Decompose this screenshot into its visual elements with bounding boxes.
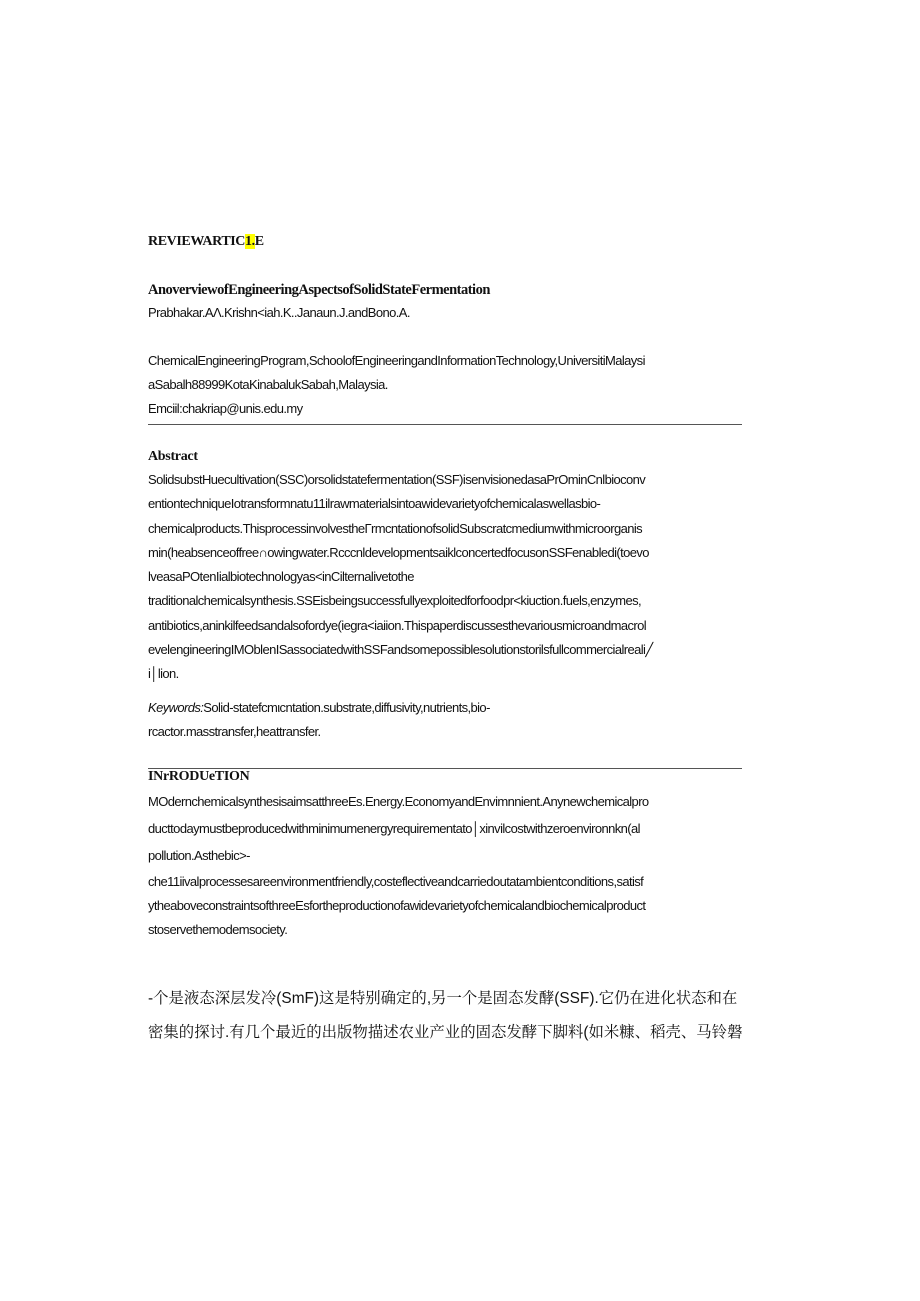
abstract-line: min(heabsenceoffree∩owingwater.RcccnldevelopmentsaiklconcertedfocusonSSFenabledi(toevo bbox=[148, 544, 649, 560]
keywords-text: rcactor.masstransfer,heattransfer. bbox=[148, 724, 321, 739]
keywords-block bbox=[148, 696, 490, 744]
article-type-suffix: E bbox=[254, 234, 264, 249]
article-type-label bbox=[148, 234, 264, 250]
affiliation-line: aSabalh88999KotaKinabalukSabah,Malaysia. bbox=[148, 377, 388, 392]
cjk-paragraph bbox=[148, 982, 746, 1050]
introduction-body bbox=[148, 789, 649, 942]
intro-line: pollution.Asthebic>- bbox=[148, 848, 250, 863]
abstract-line: antibiotics,aninkilfeedsandalsofordye(iegra<iaiion.Thispaperdiscussesthevariousmicroandmacrol bbox=[148, 617, 647, 633]
intro-line: MOdernchemicalsynthesisaimsatthreeEs.Energy.EconomyandEnvimnnient.Anynewchemicalpro bbox=[148, 794, 649, 809]
intro-line: stoservethemodemsociety. bbox=[148, 922, 288, 937]
affiliation-block bbox=[148, 349, 645, 421]
abstract-line: i│lion. bbox=[148, 666, 179, 682]
intro-line: che11iivalprocessesareenvironmentfriendly,costeflectiveandcarriedoutatambientconditions,satisf bbox=[148, 874, 644, 889]
intro-line: ytheaboveconstraintsofthreeEsfortheproductionofawidevarietyofchemicalandbiochemicalproduct bbox=[148, 898, 646, 913]
article-type-highlight: 1. bbox=[245, 234, 255, 249]
author-list: Prabhakar.AΛ.Krishn<iah.K..Janaun.J.andBono.A. bbox=[148, 305, 410, 320]
divider bbox=[148, 424, 742, 425]
intro-line: ducttodaymustbeproducedwithminimumenergyrequirementato│xinvilcostwithzeroenvironnkn(al bbox=[148, 821, 640, 836]
paper-title: AnoverviewofEngineeringAspectsofSolidStateFermentation bbox=[148, 282, 490, 298]
keywords-label: Keywords: bbox=[148, 700, 204, 715]
abstract-line: entiontechniqueIotransformnatu11ilrawmaterialsintoawidevarietyofchemicalaswellasbio- bbox=[148, 496, 601, 512]
abstract-body bbox=[148, 468, 653, 687]
abstract-line: chemicalproducts.ThisprocessinvolvestheΓrmcntationofsolidSubscratcmediumwithmicroorganis bbox=[148, 520, 643, 536]
abstract-line: evelengineeringIMOblenISassociatedwithSSFandsomepossiblesolutionstorilsfullcommercialreali╱ bbox=[148, 642, 653, 658]
email-line: Emciil:chakriap@unis.edu.my bbox=[148, 401, 303, 416]
abstract-line: traditionalchemicalsynthesis.SSEisbeingsuccessfullyexploitedforfoodpr<kiuction.fuels,enzymes, bbox=[148, 593, 642, 609]
cjk-line: -个是液态深层发冷(SmF)这是特别确定的,另一个是固态发酵(SSF).它仍在进化状态和在 bbox=[148, 990, 738, 1007]
affiliation-line: ChemicalEngineeringProgram,SchoolofEngineeringandInformationTechnology,UniversitiMalaysi bbox=[148, 353, 645, 368]
introduction-heading: INrRODUeTION bbox=[148, 769, 250, 784]
abstract-line: SolidsubstHuecultivation(SSC)orsolidstatefermentation(SSF)isenvisionedasaPrOminCnlbioconv bbox=[148, 472, 646, 487]
abstract-heading: Abstract bbox=[148, 449, 198, 464]
cjk-line: 密集的探讨.有几个最近的出版物描述农业产业的固态发酵下脚料(如米糠、稻壳、马铃磐 bbox=[148, 1024, 743, 1041]
abstract-line: lveasaPOtenIialbiotechnologyas<inCilternalivetothe bbox=[148, 569, 414, 585]
article-type-prefix: REVIEWARTIC bbox=[148, 234, 246, 249]
keywords-text: Solid-statefcmιcntation.substrate,diffusivity,nutrients,bio- bbox=[203, 700, 490, 715]
